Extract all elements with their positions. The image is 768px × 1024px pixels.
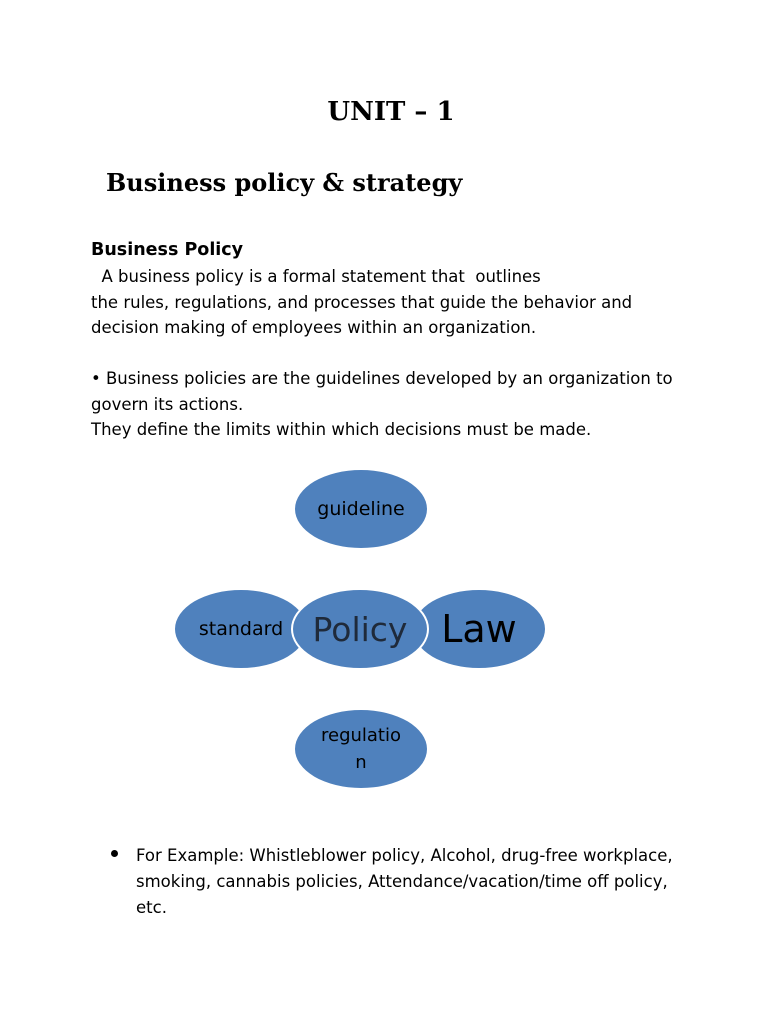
guidelines-line: They define the limits within which decisions must be made. xyxy=(91,420,592,439)
diagram-node-label-line: regulatio xyxy=(320,725,401,746)
list-item xyxy=(136,843,736,921)
diagram-node-regulation xyxy=(293,708,429,790)
example-line: etc. xyxy=(136,898,167,917)
main-heading: Business policy & strategy xyxy=(106,168,463,197)
diagram-node-policy xyxy=(291,588,429,670)
policy-diagram xyxy=(0,460,768,800)
example-line: smoking, cannabis policies, Attendance/vacation/time off policy, xyxy=(136,872,668,891)
definition-line: the rules, regulations, and processes that guide the behavior and xyxy=(91,292,633,312)
guidelines-line: govern its actions. xyxy=(91,394,244,414)
guidelines-paragraph xyxy=(91,366,731,443)
bullet-icon xyxy=(111,850,118,857)
diagram-node-label: standard xyxy=(198,618,284,640)
example-list xyxy=(136,843,736,921)
diagram-node-label: guideline xyxy=(317,498,405,520)
definition-paragraph xyxy=(91,264,731,341)
guidelines-line: • Business policies are the guidelines developed by an organization to xyxy=(91,369,673,388)
section-heading: Business Policy xyxy=(91,240,244,260)
definition-line: decision making of employees within an organization. xyxy=(91,318,537,337)
diagram-node-law xyxy=(411,588,547,670)
diagram-node-label-line: n xyxy=(355,752,367,773)
diagram-node-label: Law xyxy=(441,607,517,651)
definition-line: A business policy is a formal statement that outlines xyxy=(91,267,541,286)
example-line: For Example: Whistleblower policy, Alcohol, drug-free workplace, xyxy=(136,846,673,865)
diagram-node-label: Policy xyxy=(312,609,408,649)
diagram-node-guideline xyxy=(293,468,429,550)
diagram-node-label xyxy=(316,722,406,776)
unit-title: UNIT – 1 xyxy=(327,97,455,127)
diagram-node-standard xyxy=(173,588,309,670)
